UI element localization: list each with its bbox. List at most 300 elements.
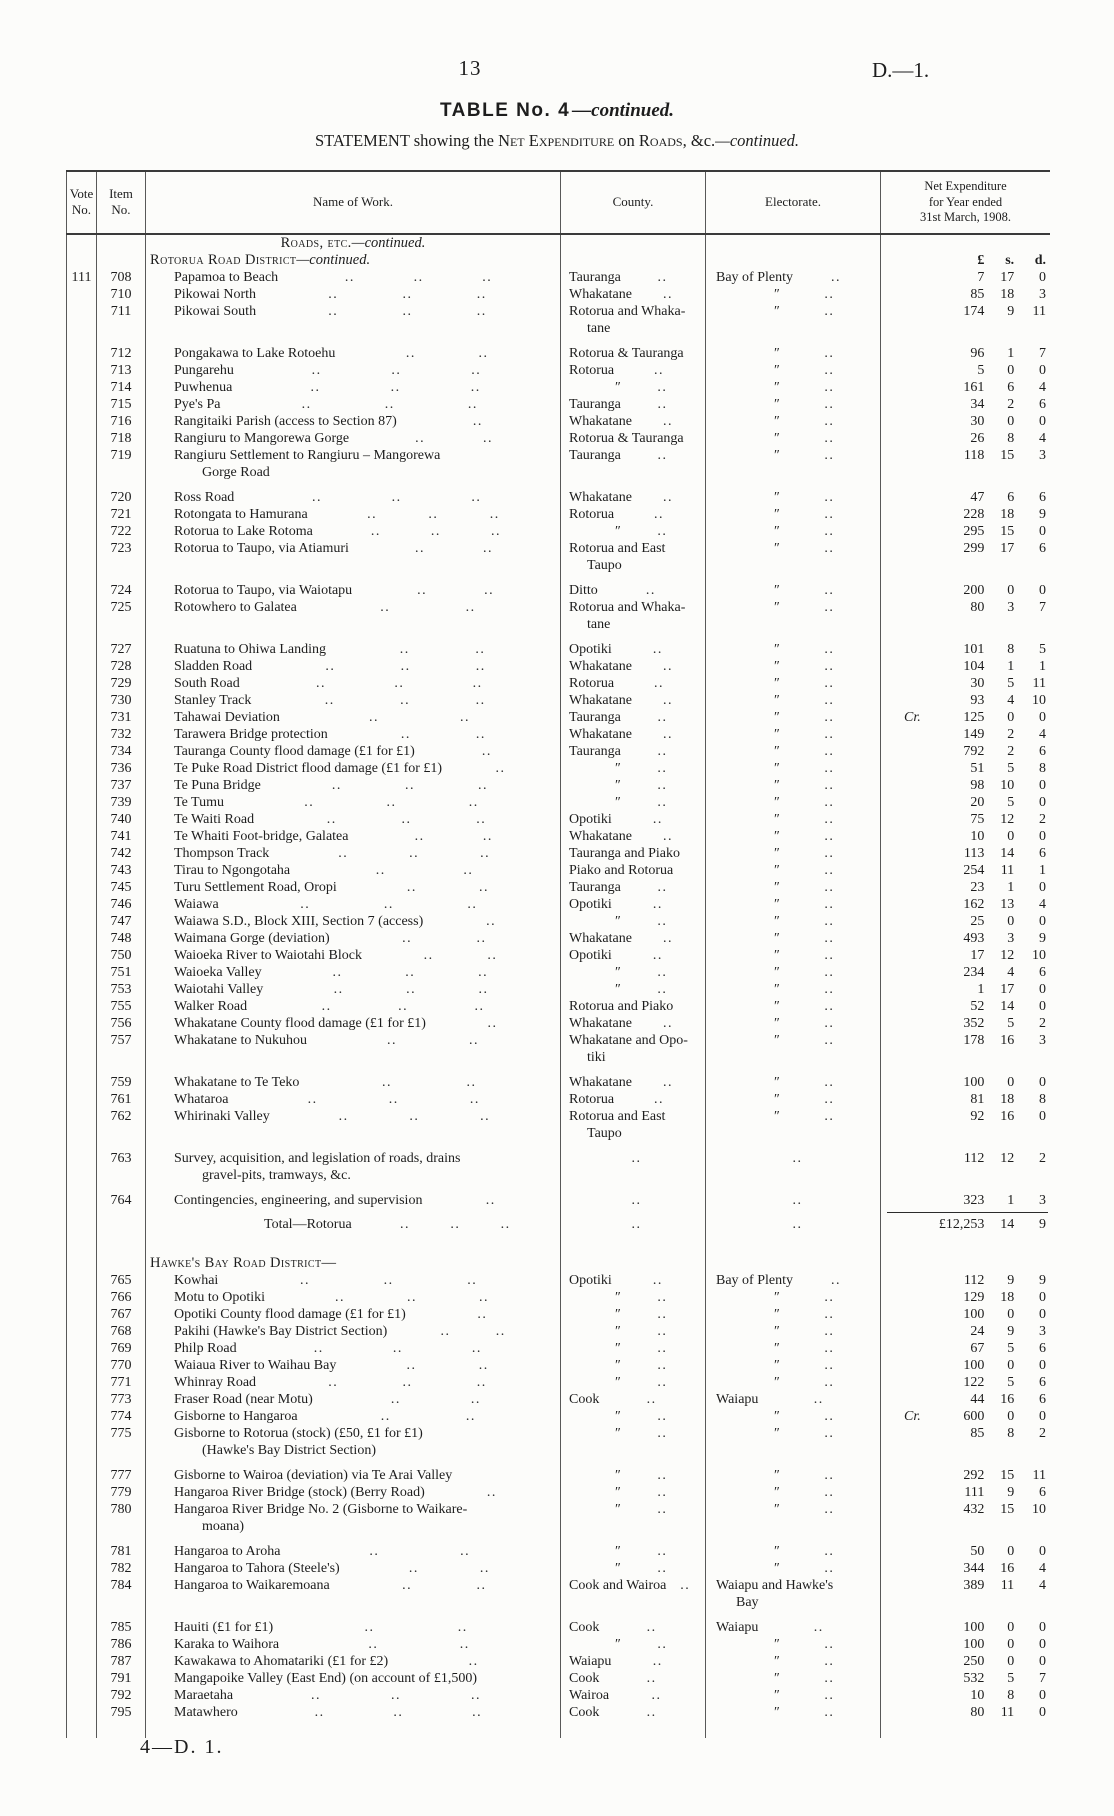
- name-of-work-cell: Waiawa S.D., Block XIII, Section 7 (access) ..: [145, 913, 560, 930]
- dot-leader: [629, 1340, 696, 1357]
- table-row: [66, 930, 1050, 947]
- pence-value: 4: [1039, 896, 1046, 912]
- leader-dots: ..: [390, 1391, 401, 1407]
- leader-dots: ..: [662, 413, 673, 429]
- leader-dots: ..: [401, 811, 412, 827]
- county-cell: Whakatane ..: [560, 481, 705, 506]
- name-of-work-cell: Philp Road .. .. ..: [145, 1340, 560, 1357]
- leader-dots: ..: [824, 1323, 835, 1339]
- leader-dots: ..: [466, 1074, 477, 1090]
- leader-dots: ..: [824, 998, 835, 1014]
- shillings-value: 12: [1000, 1150, 1015, 1166]
- pounds-value: 93: [970, 692, 985, 708]
- dot-leader: [277, 845, 551, 862]
- amount-cell: [880, 286, 1050, 303]
- county-cell: Opotiki ..: [560, 896, 705, 913]
- dot-leader: [788, 641, 871, 658]
- name-of-work-cell: Kowhai .. .. ..: [145, 1272, 560, 1289]
- leader-dots: ..: [477, 777, 488, 793]
- amount-cell: [880, 1272, 1050, 1289]
- leader-dots: ..: [400, 726, 411, 742]
- dot-leader: [338, 930, 551, 947]
- item-no-cell: [96, 1721, 145, 1738]
- dot-leader: [395, 1323, 551, 1340]
- item-no-cell: 722: [96, 523, 145, 540]
- shillings-value: 12: [1000, 947, 1015, 963]
- pence-value: 3: [1039, 1192, 1046, 1208]
- dot-leader: [788, 345, 871, 362]
- table-row: [66, 845, 1050, 862]
- leader-dots: ..: [657, 1289, 668, 1305]
- county-cell: Rotorua & Tauranga: [560, 337, 705, 362]
- shillings-value: 15: [1000, 1467, 1015, 1483]
- vote-no-cell: [66, 1391, 96, 1408]
- table-row: [66, 1289, 1050, 1306]
- item-no-cell: 786: [96, 1636, 145, 1653]
- dot-leader: [577, 1150, 696, 1167]
- leader-dots: ..: [406, 1289, 417, 1305]
- pounds-value: 98: [970, 777, 985, 793]
- county-cell: Rotorua & Tauranga: [560, 430, 705, 447]
- pounds-value: 80: [970, 1704, 985, 1720]
- item-no-cell: 773: [96, 1391, 145, 1408]
- leader-dots: ..: [824, 1108, 835, 1124]
- amount-cell: [880, 396, 1050, 413]
- table-row: [66, 1142, 1050, 1184]
- leader-dots: ..: [654, 1091, 665, 1107]
- pence-value: 10: [1032, 692, 1046, 708]
- amount-cell: [880, 1184, 1050, 1209]
- leader-dots: ..: [662, 828, 673, 844]
- leader-dots: ..: [824, 896, 835, 912]
- leader-dots: ..: [482, 269, 493, 285]
- leader-dots: ..: [467, 1272, 478, 1288]
- amount-cell: [880, 1636, 1050, 1653]
- leader-dots: ..: [824, 743, 835, 759]
- item-no-cell: 764: [96, 1184, 145, 1209]
- pounds-value: 81: [970, 1091, 985, 1107]
- pence-value: 3: [1039, 1323, 1046, 1339]
- vote-no-cell: [66, 1272, 96, 1289]
- county-cell: Opotiki ..: [560, 1272, 705, 1289]
- electorate-cell: ″ ..: [705, 1108, 880, 1142]
- amount-cell: [880, 675, 1050, 692]
- leader-dots: ..: [657, 964, 668, 980]
- table-row: [66, 1374, 1050, 1391]
- leader-dots: ..: [304, 794, 315, 810]
- pounds-value: 100: [963, 1306, 985, 1322]
- county-cell: Rotorua ..: [560, 506, 705, 523]
- dot-leader: [577, 1192, 696, 1209]
- county-cell: Tauranga ..: [560, 269, 705, 286]
- leader-dots: ..: [824, 1408, 835, 1424]
- item-no-cell: 757: [96, 1032, 145, 1066]
- leader-dots: ..: [824, 1484, 835, 1500]
- leader-dots: ..: [307, 1091, 318, 1107]
- leader-dots: ..: [662, 1015, 673, 1031]
- item-no-cell: 765: [96, 1272, 145, 1289]
- item-no-cell: 780: [96, 1501, 145, 1535]
- leader-dots: ..: [383, 896, 394, 912]
- table-row: [66, 1704, 1050, 1721]
- dot-leader: [423, 743, 551, 760]
- dot-leader: [788, 828, 871, 845]
- pounds-value: 23: [970, 879, 985, 895]
- amount-cell: [880, 794, 1050, 811]
- leader-dots: ..: [646, 1704, 657, 1720]
- name-of-work-cell: Sladden Road .. .. ..: [145, 658, 560, 675]
- leader-dots: ..: [662, 726, 673, 742]
- shillings-value: 0: [1007, 1653, 1015, 1669]
- dot-leader: [273, 1289, 551, 1306]
- county-cell: Whakatane ..: [560, 413, 705, 430]
- name-of-work-cell: Fraser Road (near Motu) .. ..: [145, 1391, 560, 1408]
- dot-leader: [788, 1501, 871, 1518]
- leader-dots: ..: [657, 1484, 668, 1500]
- shillings-value: 18: [1000, 1289, 1015, 1305]
- vote-no-cell: [66, 1653, 96, 1670]
- county-cell: ″ ..: [560, 1306, 705, 1323]
- leader-dots: ..: [657, 709, 668, 725]
- leader-dots: ..: [460, 1543, 471, 1559]
- electorate-cell: ″ ..: [705, 1032, 880, 1066]
- name-of-work-cell: Hangaroa River Bridge No. 2 (Gisborne to Waikare- moana): [145, 1501, 560, 1535]
- shillings-value: 6: [1007, 489, 1015, 505]
- item-no-cell: 782: [96, 1560, 145, 1577]
- dot-leader: [577, 1216, 696, 1233]
- name-of-work-cell: Waiotahi Valley .. .. ..: [145, 981, 560, 998]
- electorate-cell: ″ ..: [705, 658, 880, 675]
- vote-no-cell: [66, 286, 96, 303]
- dot-leader: [640, 828, 696, 845]
- electorate-cell: ″ ..: [705, 540, 880, 574]
- leader-dots: ..: [657, 1467, 668, 1483]
- electorate-cell: ″ ..: [705, 413, 880, 430]
- pounds-value: 228: [963, 506, 985, 522]
- table-row: [66, 1032, 1050, 1066]
- shillings-value: 9: [1007, 1272, 1015, 1288]
- county-cell: Opotiki ..: [560, 811, 705, 828]
- county-cell: [560, 1721, 705, 1738]
- dot-leader: [245, 1340, 551, 1357]
- dot-leader: [629, 1636, 696, 1653]
- dot-leader: [356, 828, 551, 845]
- table-row: [66, 599, 1050, 633]
- leader-dots: ..: [831, 1272, 841, 1288]
- electorate-cell: ″ ..: [705, 1289, 880, 1306]
- dot-leader: [622, 506, 696, 523]
- shillings-value: 1: [1007, 658, 1015, 674]
- pence-value: 10: [1032, 1501, 1046, 1517]
- leader-dots: ..: [400, 692, 411, 708]
- amount-cell: [880, 506, 1050, 523]
- item-no-cell: 759: [96, 1066, 145, 1091]
- leader-dots: ..: [813, 1619, 824, 1635]
- dot-leader: [259, 692, 551, 709]
- name-of-work-cell: Maraetaha .. .. ..: [145, 1687, 560, 1704]
- vote-no-cell: [66, 794, 96, 811]
- pence-value: 0: [1039, 1687, 1046, 1703]
- leader-dots: ..: [301, 396, 312, 412]
- pounds-value: 125: [963, 709, 985, 725]
- table-row: [66, 1015, 1050, 1032]
- pence-value: 0: [1039, 828, 1046, 844]
- pence-value: 8: [1039, 1091, 1046, 1107]
- pence-value: 0: [1039, 413, 1046, 429]
- leader-dots: ..: [328, 303, 339, 319]
- leader-dots: ..: [824, 811, 835, 827]
- table-row: [66, 1272, 1050, 1289]
- shillings-value: 0: [1007, 709, 1015, 725]
- pounds-value: 80: [970, 599, 985, 615]
- vote-no-cell: [66, 1323, 96, 1340]
- vote-no-cell: [66, 540, 96, 574]
- dot-leader: [306, 1408, 551, 1425]
- vote-no-cell: [66, 1501, 96, 1535]
- leader-dots: ..: [328, 1374, 339, 1390]
- name-of-work-cell: Pungarehu .. .. ..: [145, 362, 560, 379]
- dot-leader: [788, 1306, 871, 1323]
- pounds-value: 112: [963, 1150, 985, 1166]
- dot-leader: [629, 447, 696, 464]
- electorate-cell: ″ ..: [705, 760, 880, 777]
- vote-no-cell: [66, 879, 96, 896]
- county-cell: Rotorua ..: [560, 675, 705, 692]
- leader-dots: ..: [824, 1425, 835, 1441]
- roads-etc-heading: Roads, etc.—continued.: [280, 234, 426, 251]
- leader-dots: ..: [824, 760, 835, 776]
- table-row: [66, 1459, 1050, 1484]
- leader-dots: ..: [428, 506, 439, 522]
- leader-dots: ..: [392, 1340, 403, 1356]
- table-title: [37, 100, 1077, 122]
- dot-leader: [788, 413, 871, 430]
- leader-dots: ..: [409, 845, 420, 861]
- table-row: [66, 981, 1050, 998]
- electorate-cell: ″ ..: [705, 1484, 880, 1501]
- leader-dots: ..: [476, 811, 487, 827]
- electorate-cell: ″ ..: [705, 523, 880, 540]
- county-cell: Cook and Wairoa ..: [560, 1577, 705, 1611]
- dot-leader: [629, 379, 696, 396]
- leader-dots: ..: [657, 396, 668, 412]
- electorate-cell: ″ ..: [705, 998, 880, 1015]
- leader-dots: ..: [654, 675, 665, 691]
- table-row: [66, 379, 1050, 396]
- pence-value: 7: [1039, 599, 1046, 615]
- county-cell: ″ ..: [560, 1289, 705, 1306]
- pounds-value: 96: [970, 345, 985, 361]
- vote-no-cell: [66, 658, 96, 675]
- amount-cell: [880, 947, 1050, 964]
- dot-leader: [405, 413, 551, 430]
- dot-leader: [640, 489, 696, 506]
- leader-dots: ..: [370, 523, 381, 539]
- dot-leader: [724, 1216, 871, 1233]
- electorate-cell: ″ ..: [705, 1374, 880, 1391]
- leader-dots: ..: [654, 506, 665, 522]
- amount-cell: [880, 1066, 1050, 1091]
- pounds-value: 250: [963, 1653, 985, 1669]
- county-cell: [560, 1237, 705, 1272]
- leader-dots: ..: [471, 362, 482, 378]
- statement-part: —continued.: [715, 131, 800, 150]
- leader-dots: ..: [474, 998, 485, 1014]
- item-no-cell: 775: [96, 1425, 145, 1459]
- section-heading-cell: [145, 235, 560, 269]
- table-row: [66, 1611, 1050, 1636]
- dot-leader: [788, 777, 871, 794]
- item-no-cell: 708: [96, 269, 145, 286]
- leader-dots: ..: [651, 1687, 662, 1703]
- credit-mark: Cr.: [904, 709, 921, 725]
- table-row: [66, 777, 1050, 794]
- leader-dots: ..: [657, 1501, 668, 1517]
- leader-dots: ..: [657, 777, 668, 793]
- dot-leader: [788, 1108, 871, 1125]
- pounds-value: 24: [970, 1323, 985, 1339]
- leader-dots: ..: [338, 845, 349, 861]
- vote-no-cell: [66, 1687, 96, 1704]
- leader-dots: ..: [467, 896, 478, 912]
- county-cell: Tauranga ..: [560, 879, 705, 896]
- leader-dots: ..: [657, 794, 668, 810]
- item-no-cell: 730: [96, 692, 145, 709]
- dot-leader: [640, 1074, 696, 1091]
- electorate-cell: [705, 1209, 880, 1237]
- leader-dots: ..: [657, 269, 668, 285]
- leader-dots: ..: [479, 1560, 490, 1576]
- table-row: [66, 1577, 1050, 1611]
- dot-leader: [788, 396, 871, 413]
- electorate-cell: ″ ..: [705, 303, 880, 337]
- dot-leader: [788, 913, 871, 930]
- vote-no-cell: [66, 1015, 96, 1032]
- dot-leader: [360, 582, 551, 599]
- table-row: [66, 1091, 1050, 1108]
- vote-no-cell: [66, 633, 96, 658]
- electorate-cell: ″ ..: [705, 811, 880, 828]
- leader-dots: ..: [478, 981, 489, 997]
- leader-dots: ..: [484, 582, 495, 598]
- pence-value: 1: [1039, 862, 1046, 878]
- table-row: [66, 760, 1050, 777]
- amount-cell: [880, 1374, 1050, 1391]
- dot-leader: [788, 1015, 871, 1032]
- leader-dots: ..: [824, 828, 835, 844]
- statement-part: STATEMENT showing the: [314, 131, 499, 150]
- dot-leader: [227, 896, 551, 913]
- name-of-work-cell: Rangitaiki Parish (access to Section 87) ..: [145, 413, 560, 430]
- leader-dots: ..: [475, 726, 486, 742]
- shillings-value: 0: [1007, 1543, 1015, 1559]
- leader-dots: ..: [652, 811, 663, 827]
- county-cell: Whakatane ..: [560, 658, 705, 675]
- dot-leader: [338, 1577, 551, 1594]
- leader-dots: ..: [331, 777, 342, 793]
- amount-cell: [880, 726, 1050, 743]
- electorate-cell: ″ ..: [705, 362, 880, 379]
- leader-dots: ..: [406, 879, 417, 895]
- leader-dots: ..: [472, 1704, 483, 1720]
- pounds-value: 174: [963, 303, 985, 319]
- dot-leader: [788, 726, 871, 743]
- dot-leader: [622, 1091, 696, 1108]
- amount-cell: [880, 1653, 1050, 1670]
- leader-dots: ..: [657, 447, 668, 463]
- electorate-cell: ″ ..: [705, 981, 880, 998]
- item-no-cell: 719: [96, 447, 145, 481]
- dot-leader: [788, 964, 871, 981]
- leader-dots: ..: [824, 777, 835, 793]
- dot-leader: [788, 362, 871, 379]
- dot-leader: [396, 1653, 551, 1670]
- pounds-value: 532: [963, 1670, 985, 1686]
- county-cell: Whakatane ..: [560, 692, 705, 709]
- name-of-work-cell: Pakihi (Hawke's Bay District Section) .. ..: [145, 1323, 560, 1340]
- leader-dots: ..: [299, 1272, 310, 1288]
- electorate-cell: ″ ..: [705, 862, 880, 879]
- name-of-work-cell: South Road .. .. ..: [145, 675, 560, 692]
- dot-leader: [629, 743, 696, 760]
- pence-value: 0: [1039, 1704, 1046, 1720]
- pence-value: 2: [1039, 811, 1046, 827]
- leader-dots: ..: [402, 286, 413, 302]
- table-row: [66, 1636, 1050, 1653]
- county-cell: ″ ..: [560, 964, 705, 981]
- pounds-value: 47: [970, 489, 985, 505]
- dot-leader: [788, 303, 871, 320]
- electorate-cell: ″ ..: [705, 599, 880, 633]
- leader-dots: ..: [652, 896, 663, 912]
- pounds-value: 20: [970, 794, 985, 810]
- dot-leader: [629, 1289, 696, 1306]
- leader-dots: ..: [652, 1653, 663, 1669]
- leader-dots: ..: [482, 828, 493, 844]
- dot-leader: [640, 413, 696, 430]
- electorate-cell: ″ ..: [705, 1425, 880, 1459]
- shillings-value: 0: [1007, 1408, 1015, 1424]
- statement-part: Roads: [638, 131, 683, 150]
- pounds-value: 234: [963, 964, 985, 980]
- table-row: [66, 540, 1050, 574]
- leader-dots: ..: [657, 760, 668, 776]
- county-cell: ″ ..: [560, 794, 705, 811]
- vote-no-cell: [66, 896, 96, 913]
- dot-leader: [788, 1636, 871, 1653]
- dot-leader: [788, 1074, 871, 1091]
- item-no-cell: 770: [96, 1357, 145, 1374]
- pounds-value: 295: [963, 523, 985, 539]
- table-row: [66, 658, 1050, 675]
- leader-dots: ..: [482, 540, 493, 556]
- pence-value: 8: [1039, 760, 1046, 776]
- shillings-value: 3: [1007, 930, 1015, 946]
- vote-no-cell: [66, 777, 96, 794]
- leader-dots: ..: [380, 1408, 391, 1424]
- name-of-work-cell: Whakatane to Te Teko .. ..: [145, 1066, 560, 1091]
- leader-dots: ..: [405, 964, 416, 980]
- pence-value: 11: [1032, 303, 1046, 319]
- electorate-cell: Waiapu ..: [705, 1611, 880, 1636]
- dot-leader: [281, 1619, 551, 1636]
- leader-dots: ..: [326, 811, 337, 827]
- name-of-work-cell: Te Whaiti Foot-bridge, Galatea .. ..: [145, 828, 560, 845]
- electorate-cell: [705, 1721, 880, 1738]
- leader-dots: ..: [680, 1577, 691, 1593]
- pounds-value: 600: [963, 1408, 985, 1424]
- leader-dots: ..: [486, 1484, 497, 1500]
